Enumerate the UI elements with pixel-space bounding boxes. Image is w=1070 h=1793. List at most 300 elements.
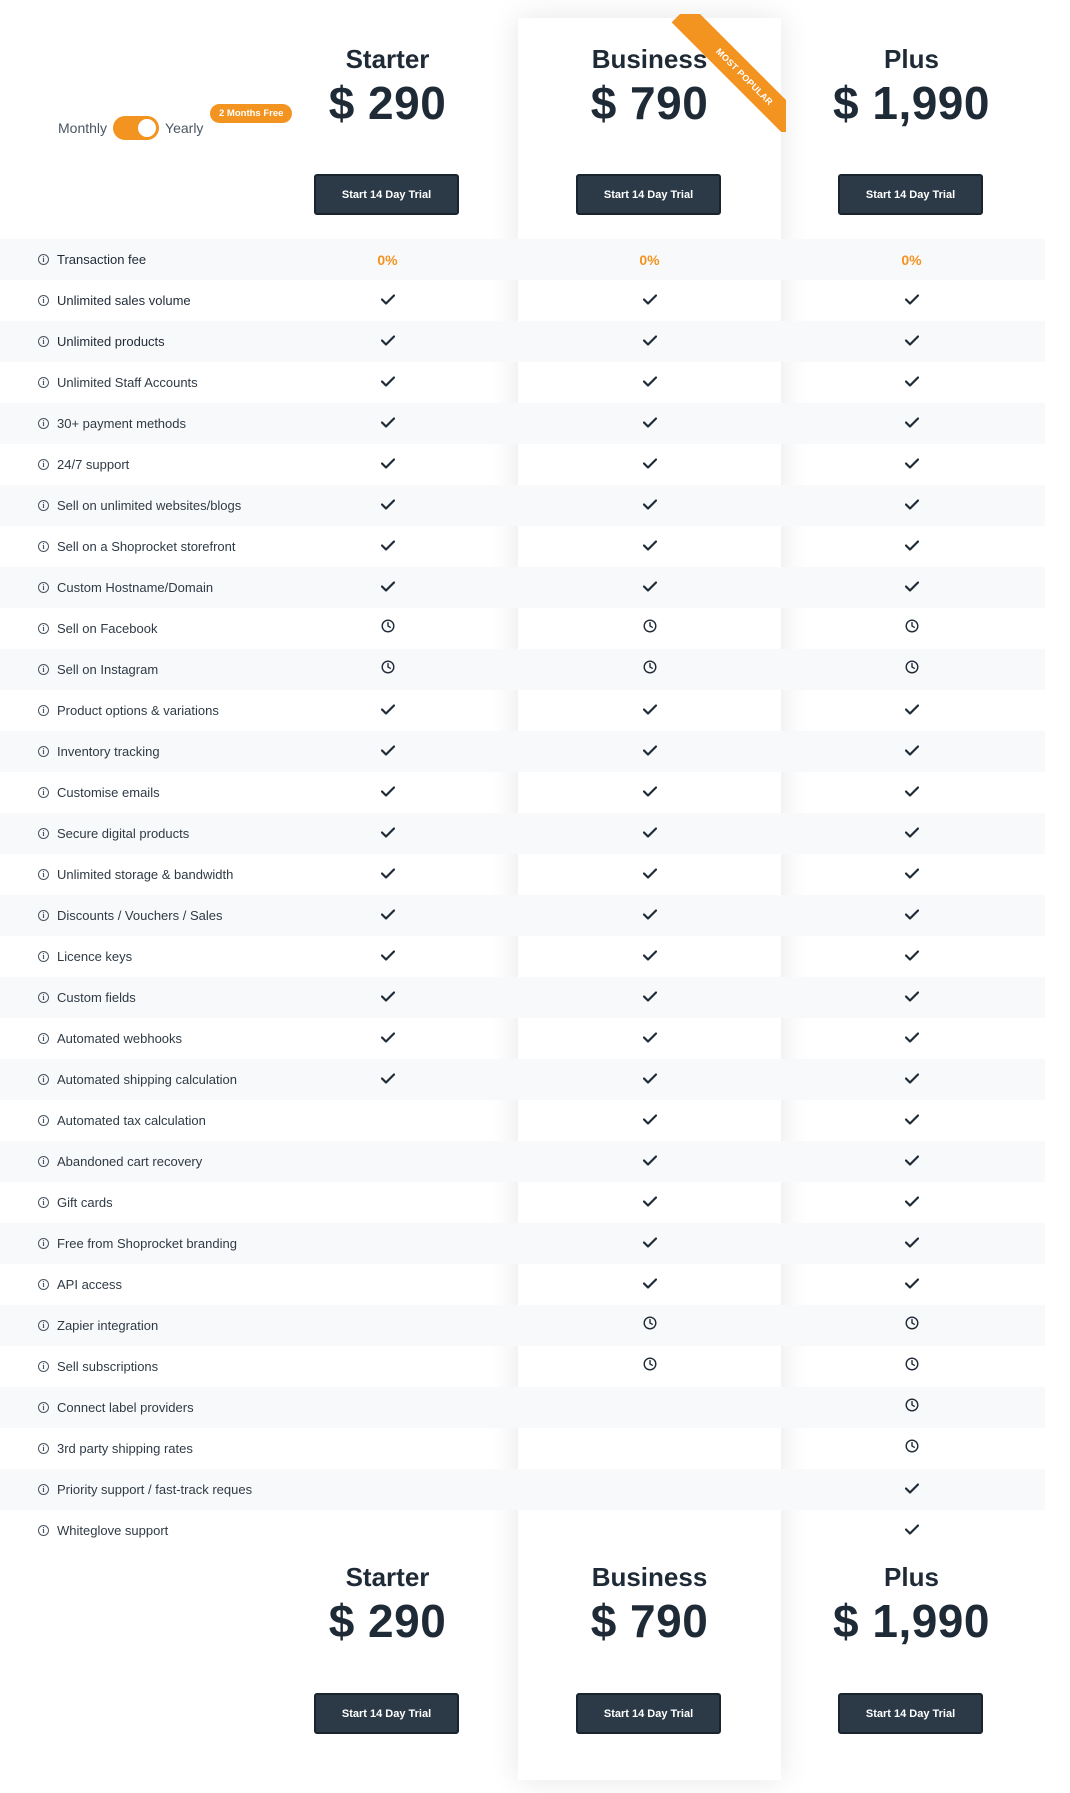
feature-cell-business (518, 1182, 781, 1223)
feature-row (0, 1264, 1045, 1305)
feature-row (0, 362, 1045, 403)
feature-row (0, 1346, 1045, 1387)
feature-cell-plus (780, 403, 1043, 444)
feature-cell-starter (256, 731, 519, 772)
feature-cell-starter (256, 1428, 519, 1469)
feature-cell-business (518, 1428, 781, 1469)
feature-label: Custom Hostname/Domain (57, 580, 214, 595)
monthly-label: Monthly (58, 120, 108, 136)
check-icon (905, 1030, 919, 1048)
months-free-badge: 2 Months Free (210, 104, 292, 123)
start-trial-button-starter-bottom[interactable]: Start 14 Day Trial (314, 1693, 459, 1734)
feature-label: API access (57, 1277, 123, 1292)
plan-name: Plus (884, 1562, 939, 1592)
feature-cell-plus (780, 1305, 1043, 1346)
feature-cell-plus (780, 977, 1043, 1018)
check-icon (905, 1194, 919, 1212)
feature-row (0, 1018, 1045, 1059)
feature-label: 30+ payment methods (57, 416, 186, 431)
feature-cell-plus (780, 895, 1043, 936)
check-icon (905, 292, 919, 310)
clock-icon (905, 1316, 919, 1335)
feature-label: Whiteglove support (57, 1523, 169, 1538)
check-icon (905, 1071, 919, 1089)
check-icon (643, 1276, 657, 1294)
check-icon (643, 1071, 657, 1089)
feature-row (0, 854, 1045, 895)
check-icon (381, 825, 395, 843)
feature-cell-starter (256, 280, 519, 321)
check-icon (643, 702, 657, 720)
check-icon (905, 1522, 919, 1540)
feature-row (0, 485, 1045, 526)
feature-label: Zapier integration (57, 1318, 159, 1333)
info-icon[interactable]: i (38, 1443, 49, 1454)
check-icon (381, 702, 395, 720)
feature-label: Free from Shoprocket branding (57, 1236, 237, 1251)
feature-cell-starter (256, 567, 519, 608)
feature-cell-plus (780, 280, 1043, 321)
check-icon (381, 989, 395, 1007)
start-trial-button-business-bottom[interactable]: Start 14 Day Trial (576, 1693, 721, 1734)
feature-cell-business (518, 936, 781, 977)
plan-name: Business (591, 1562, 708, 1592)
feature-label: Secure digital products (57, 826, 190, 841)
feature-cell-plus (780, 649, 1043, 690)
yearly-label: Yearly (165, 120, 204, 136)
feature-label: Automated webhooks (57, 1031, 183, 1046)
check-icon (381, 907, 395, 925)
check-icon (905, 743, 919, 761)
feature-cell-business (518, 239, 781, 280)
feature-cell-plus (780, 567, 1043, 608)
info-icon[interactable]: i (38, 1484, 49, 1495)
feature-cell-starter (256, 321, 519, 362)
info-icon[interactable]: i (38, 1361, 49, 1372)
feature-cell-plus (780, 1018, 1043, 1059)
check-icon (381, 333, 395, 351)
check-icon (905, 989, 919, 1007)
check-icon (905, 497, 919, 515)
toggle-knob (138, 119, 156, 137)
feature-cell-starter (256, 1059, 519, 1100)
feature-cell-business (518, 280, 781, 321)
feature-row (0, 1223, 1045, 1264)
clock-icon (381, 660, 395, 679)
feature-cell-plus (780, 854, 1043, 895)
info-icon[interactable]: i (38, 787, 49, 798)
feature-row (0, 1428, 1045, 1469)
check-icon (381, 948, 395, 966)
check-icon (381, 538, 395, 556)
clock-icon (381, 619, 395, 638)
feature-cell-starter (256, 977, 519, 1018)
feature-cell-plus (780, 362, 1043, 403)
feature-label: Custom fields (57, 990, 136, 1005)
feature-row (0, 1059, 1045, 1100)
plan-name: Starter (345, 1562, 430, 1592)
feature-cell-plus (780, 321, 1043, 362)
plan-price: $ 1,990 (833, 77, 990, 129)
info-icon[interactable]: i (38, 582, 49, 593)
feature-cell-business (518, 854, 781, 895)
check-icon (643, 989, 657, 1007)
check-icon (643, 948, 657, 966)
check-icon (643, 1194, 657, 1212)
feature-cell-starter (256, 362, 519, 403)
feature-label: Transaction fee (57, 252, 147, 267)
feature-cell-business (518, 1510, 781, 1551)
feature-cell-plus (780, 526, 1043, 567)
feature-cell-plus (780, 1059, 1043, 1100)
check-icon (905, 1276, 919, 1294)
check-icon (905, 948, 919, 966)
feature-label: Licence keys (57, 949, 133, 964)
feature-cell-business (518, 731, 781, 772)
feature-cell-plus (780, 936, 1043, 977)
info-icon[interactable]: i (38, 746, 49, 757)
check-icon (905, 702, 919, 720)
feature-label: Inventory tracking (57, 744, 160, 759)
billing-toggle-group (58, 116, 203, 140)
feature-cell-starter (256, 1018, 519, 1059)
check-icon (905, 866, 919, 884)
feature-label: Automated tax calculation (57, 1113, 206, 1128)
check-icon (643, 1112, 657, 1130)
info-icon[interactable]: i (38, 500, 49, 511)
plan-footer-starter (256, 1562, 519, 1648)
feature-cell-plus (780, 1264, 1043, 1305)
check-icon (643, 456, 657, 474)
feature-cell-starter (256, 772, 519, 813)
feature-cell-business (518, 1059, 781, 1100)
feature-cell-plus (780, 1469, 1043, 1510)
check-icon (905, 907, 919, 925)
feature-row (0, 1387, 1045, 1428)
info-icon[interactable]: i (38, 1525, 49, 1536)
check-icon (381, 292, 395, 310)
feature-row (0, 731, 1045, 772)
start-trial-button-business[interactable]: Start 14 Day Trial (576, 174, 721, 215)
info-icon[interactable]: i (38, 664, 49, 675)
feature-cell-starter (256, 239, 519, 280)
start-trial-button-plus[interactable]: Start 14 Day Trial (838, 174, 983, 215)
feature-cell-business (518, 895, 781, 936)
feature-cell-business (518, 567, 781, 608)
feature-cell-starter (256, 895, 519, 936)
feature-cell-starter (256, 444, 519, 485)
clock-icon (643, 1357, 657, 1376)
check-icon (643, 825, 657, 843)
check-icon (643, 374, 657, 392)
feature-cell-starter (256, 608, 519, 649)
info-icon[interactable]: i (38, 951, 49, 962)
feature-label: Unlimited storage & bandwidth (57, 867, 234, 882)
feature-cell-business (518, 1264, 781, 1305)
check-icon (381, 374, 395, 392)
feature-cell-starter (256, 854, 519, 895)
plan-name: Business (591, 44, 708, 74)
feature-label: 3rd party shipping rates (57, 1441, 193, 1456)
check-icon (381, 415, 395, 433)
feature-label: Abandoned cart recovery (57, 1154, 203, 1169)
clock-icon (905, 660, 919, 679)
start-trial-button-starter[interactable]: Start 14 Day Trial (314, 174, 459, 215)
info-icon[interactable]: i (38, 1197, 49, 1208)
feature-cell-business (518, 485, 781, 526)
feature-cell-plus (780, 731, 1043, 772)
check-icon (905, 825, 919, 843)
feature-row (0, 444, 1045, 485)
feature-cell-starter (256, 690, 519, 731)
check-icon (905, 538, 919, 556)
feature-cell-business (518, 1469, 781, 1510)
feature-label: Product options & variations (57, 703, 219, 718)
feature-cell-starter (256, 1510, 519, 1551)
feature-cell-plus (780, 1223, 1043, 1264)
clock-icon (643, 1316, 657, 1335)
feature-row (0, 321, 1045, 362)
feature-label: Sell subscriptions (57, 1359, 159, 1374)
feature-cell-plus (780, 690, 1043, 731)
feature-cell-starter (256, 1264, 519, 1305)
plan-name: Plus (884, 44, 939, 74)
info-icon[interactable]: i (38, 541, 49, 552)
feature-cell-plus (780, 1100, 1043, 1141)
transaction-fee-value: 0% (901, 251, 922, 268)
feature-label: Gift cards (57, 1195, 113, 1210)
feature-cell-business (518, 1305, 781, 1346)
info-icon[interactable]: i (38, 705, 49, 716)
feature-label: Priority support / fast-track reques (57, 1482, 253, 1497)
feature-cell-business (518, 813, 781, 854)
plan-price: $ 790 (590, 77, 709, 129)
feature-row (0, 895, 1045, 936)
feature-cell-starter (256, 1469, 519, 1510)
feature-row (0, 403, 1045, 444)
feature-cell-business (518, 526, 781, 567)
feature-cell-starter (256, 1223, 519, 1264)
feature-cell-business (518, 649, 781, 690)
plan-price: $ 290 (328, 77, 447, 129)
info-icon[interactable]: i (38, 254, 49, 265)
feature-cell-business (518, 444, 781, 485)
feature-cell-starter (256, 1100, 519, 1141)
feature-label: Sell on Facebook (57, 621, 158, 636)
ribbon-label: MOST POPULAR (672, 14, 786, 132)
check-icon (643, 1235, 657, 1253)
clock-icon (905, 1398, 919, 1417)
info-icon[interactable]: i (38, 1238, 49, 1249)
feature-row (0, 608, 1045, 649)
plan-header-plus (780, 44, 1043, 130)
info-icon[interactable]: i (38, 910, 49, 921)
feature-cell-plus (780, 1141, 1043, 1182)
feature-row (0, 977, 1045, 1018)
info-icon[interactable]: i (38, 336, 49, 347)
info-icon[interactable]: i (38, 1115, 49, 1126)
feature-cell-business (518, 690, 781, 731)
clock-icon (643, 619, 657, 638)
feature-row (0, 526, 1045, 567)
check-icon (381, 1071, 395, 1089)
feature-cell-business (518, 1223, 781, 1264)
check-icon (381, 497, 395, 515)
feature-cell-business (518, 321, 781, 362)
check-icon (643, 1030, 657, 1048)
feature-cell-business (518, 608, 781, 649)
plan-price: $ 1,990 (833, 1595, 990, 1647)
feature-label: Sell on Instagram (57, 662, 159, 677)
feature-cell-plus (780, 1510, 1043, 1551)
feature-cell-starter (256, 485, 519, 526)
check-icon (381, 784, 395, 802)
feature-cell-business (518, 1387, 781, 1428)
info-icon[interactable]: i (38, 992, 49, 1003)
feature-label: Discounts / Vouchers / Sales (57, 908, 223, 923)
feature-label: Unlimited products (57, 334, 165, 349)
feature-row (0, 936, 1045, 977)
feature-cell-plus (780, 1428, 1043, 1469)
feature-cell-business (518, 1100, 781, 1141)
feature-cell-starter (256, 526, 519, 567)
billing-period-toggle[interactable] (113, 116, 159, 140)
check-icon (905, 1235, 919, 1253)
check-icon (381, 1030, 395, 1048)
clock-icon (643, 660, 657, 679)
check-icon (643, 866, 657, 884)
info-icon[interactable]: i (38, 623, 49, 634)
check-icon (643, 497, 657, 515)
feature-cell-starter (256, 403, 519, 444)
check-icon (905, 1112, 919, 1130)
info-icon[interactable]: i (38, 1156, 49, 1167)
feature-row (0, 1469, 1045, 1510)
start-trial-button-plus-bottom[interactable]: Start 14 Day Trial (838, 1693, 983, 1734)
check-icon (381, 866, 395, 884)
feature-cell-plus (780, 813, 1043, 854)
feature-cell-plus (780, 444, 1043, 485)
feature-cell-plus (780, 485, 1043, 526)
feature-cell-business (518, 403, 781, 444)
check-icon (643, 292, 657, 310)
check-icon (643, 333, 657, 351)
check-icon (643, 579, 657, 597)
info-icon[interactable]: i (38, 1033, 49, 1044)
clock-icon (905, 619, 919, 638)
check-icon (905, 1481, 919, 1499)
check-icon (643, 538, 657, 556)
feature-cell-plus (780, 239, 1043, 280)
check-icon (905, 333, 919, 351)
feature-cell-starter (256, 1305, 519, 1346)
feature-cell-plus (780, 1387, 1043, 1428)
feature-cell-starter (256, 1387, 519, 1428)
feature-label: Connect label providers (57, 1400, 194, 1415)
feature-row (0, 1182, 1045, 1223)
feature-row (0, 1305, 1045, 1346)
check-icon (643, 415, 657, 433)
plan-name: Starter (345, 44, 430, 74)
feature-cell-business (518, 977, 781, 1018)
feature-cell-business (518, 1018, 781, 1059)
feature-cell-starter (256, 1141, 519, 1182)
feature-cell-business (518, 362, 781, 403)
feature-cell-business (518, 1346, 781, 1387)
check-icon (905, 579, 919, 597)
feature-cell-starter (256, 936, 519, 977)
feature-cell-plus (780, 772, 1043, 813)
check-icon (905, 784, 919, 802)
plan-price: $ 790 (590, 1595, 709, 1647)
plan-footer-plus (780, 1562, 1043, 1648)
check-icon (381, 743, 395, 761)
check-icon (643, 907, 657, 925)
check-icon (643, 784, 657, 802)
check-icon (905, 456, 919, 474)
plan-price: $ 290 (328, 1595, 447, 1647)
info-icon[interactable]: i (38, 295, 49, 306)
info-icon[interactable]: i (38, 1279, 49, 1290)
info-icon[interactable]: i (38, 869, 49, 880)
feature-cell-plus (780, 608, 1043, 649)
check-icon (643, 743, 657, 761)
feature-cell-plus (780, 1182, 1043, 1223)
clock-icon (905, 1439, 919, 1458)
check-icon (643, 1153, 657, 1171)
check-icon (381, 579, 395, 597)
feature-cell-starter (256, 813, 519, 854)
info-icon[interactable]: i (38, 459, 49, 470)
transaction-fee-value: 0% (377, 251, 398, 268)
feature-rows (0, 239, 1045, 1551)
feature-row (0, 280, 1045, 321)
info-icon[interactable]: i (38, 377, 49, 388)
feature-row (0, 239, 1045, 280)
feature-cell-starter (256, 1346, 519, 1387)
info-icon[interactable]: i (38, 1074, 49, 1085)
feature-row (0, 649, 1045, 690)
feature-row (0, 1141, 1045, 1182)
feature-cell-plus (780, 1346, 1043, 1387)
feature-label: Unlimited sales volume (57, 293, 191, 308)
check-icon (381, 456, 395, 474)
info-icon[interactable]: i (38, 1402, 49, 1413)
feature-label: Sell on a Shoprocket storefront (57, 539, 236, 554)
info-icon[interactable]: i (38, 828, 49, 839)
feature-cell-starter (256, 1182, 519, 1223)
transaction-fee-value: 0% (639, 251, 660, 268)
feature-row (0, 772, 1045, 813)
feature-cell-business (518, 1141, 781, 1182)
feature-row (0, 1510, 1045, 1551)
feature-label: Unlimited Staff Accounts (57, 375, 198, 390)
feature-row (0, 690, 1045, 731)
feature-label: Customise emails (57, 785, 160, 800)
plan-footer-business (518, 1562, 781, 1648)
feature-cell-business (518, 772, 781, 813)
check-icon (905, 415, 919, 433)
clock-icon (905, 1357, 919, 1376)
info-icon[interactable]: i (38, 418, 49, 429)
check-icon (905, 1153, 919, 1171)
info-icon[interactable]: i (38, 1320, 49, 1331)
feature-label: 24/7 support (57, 457, 130, 472)
feature-row (0, 813, 1045, 854)
feature-label: Sell on unlimited websites/blogs (57, 498, 242, 513)
feature-row (0, 1100, 1045, 1141)
feature-label: Automated shipping calculation (57, 1072, 237, 1087)
